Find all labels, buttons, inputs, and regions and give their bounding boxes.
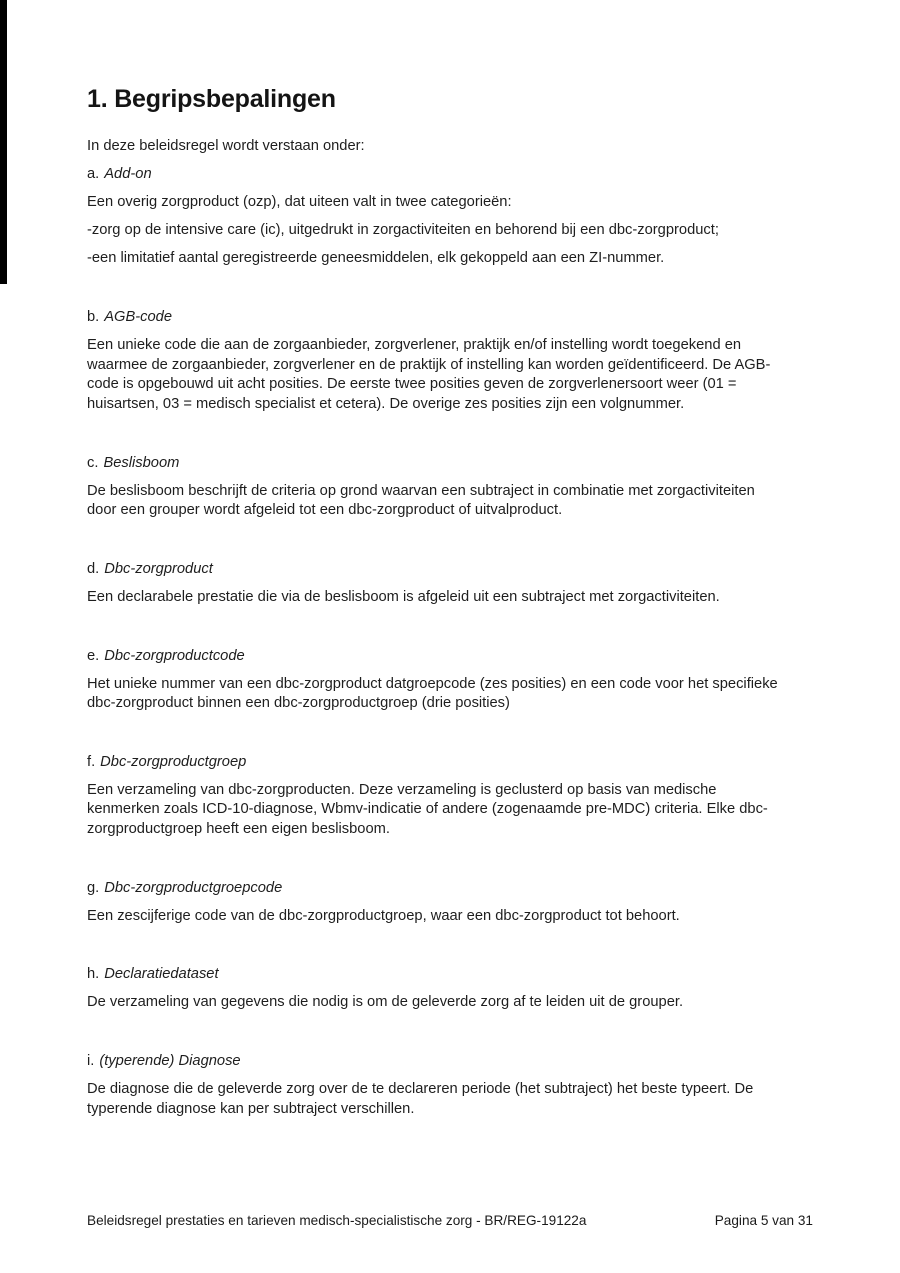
definition-body-line: typerende diagnose kan per subtraject verschillen. [87,1100,415,1117]
definition-term-text: (typerende) Diagnose [99,1053,241,1070]
definition-term-text: AGB-code [104,309,173,326]
scan-edge-bar [0,0,7,284]
page-content [87,0,814,1119]
definition-term [87,879,814,899]
definition-paragraph [87,781,814,840]
definition-paragraph [87,993,814,1013]
definition-body-line: Een overig zorgproduct (ozp), dat uiteen valt in twee categorieën: [87,193,512,210]
definition-letter: g. [87,879,100,896]
definition-body-line: De beslisboom beschrijft de criteria op grond waarvan een subtraject in combinatie met zorgactiviteiten [87,482,755,499]
definition-term [87,454,814,474]
definition-letter: b. [87,309,100,326]
definition-letter: h. [87,966,100,983]
definition-term [87,965,814,985]
definition-term [87,753,814,773]
definition-body-line: kenmerken zoals ICD-10-diagnose, Wbmv-indicatie of andere (zogenaamde pre-MDC) criteria. Elke dbc- [87,801,768,818]
definition-term [87,308,814,328]
definition-term [87,1052,814,1072]
definition-paragraph [87,907,814,927]
definition-letter: a. [87,165,100,182]
footer-document-title: Beleidsregel prestaties en tarieven medisch-specialistische zorg - BR/REG-19122a [87,1213,587,1228]
definition-paragraph [87,221,814,241]
definition-term-text: Add-on [104,165,152,182]
definition-item-h [87,965,814,1013]
definition-paragraph [87,482,814,521]
definition-letter: d. [87,560,100,577]
definition-body-line: Een declarabele prestatie die via de beslisboom is afgeleid uit een subtraject met zorgactiviteiten. [87,588,720,605]
definition-item-c [87,454,814,521]
definition-item-b [87,308,814,414]
definition-body-line: Een unieke code die aan de zorgaanbieder, zorgverlener, praktijk en/of instelling wordt toegekend en [87,337,742,354]
footer-page-number: Pagina 5 van 31 [714,1213,813,1228]
definition-body-line: -een limitatief aantal geregistreerde geneesmiddelen, elk gekoppeld aan een ZI-nummer. [87,250,665,267]
definition-item-a [87,165,814,269]
definition-paragraph [87,193,814,213]
definition-term [87,647,814,667]
definition-paragraph [87,1080,814,1119]
definition-body-line: Een zescijferige code van de dbc-zorgproductgroep, waar een dbc-zorgproduct tot behoort. [87,907,680,924]
definition-body-line: -zorg op de intensive care (ic), uitgedrukt in zorgactiviteiten en behorend bij een dbc-zorgproduct; [87,222,719,239]
definition-term-text: Declaratiedataset [104,966,219,983]
definition-term-text: Dbc-zorgproductcode [104,647,245,664]
definition-body-line: zorgproductgroep heeft een eigen beslisboom. [87,821,390,838]
intro-text: In deze beleidsregel wordt verstaan onder: [87,138,365,154]
definition-paragraph [87,249,814,269]
definition-term-text: Beslisboom [103,454,180,471]
definition-body-line: code is opgebouwd uit acht posities. De eerste twee posities geven de zorgverlenersoort weer (01 = [87,376,737,393]
definition-body-line: De diagnose die de geleverde zorg over de te declareren periode (het subtraject) het beste typeert. De [87,1081,754,1098]
definition-letter: c. [87,454,99,471]
definition-term-text: Dbc-zorgproductgroep [100,753,247,770]
definition-body-line: door een grouper wordt afgeleid tot een dbc-zorgproduct of uitvalproduct. [87,502,563,519]
definition-body-line: waarmee de zorgaanbieder, zorgverlener en de praktijk of instelling kan worden geïdentificeerd. De AGB- [87,356,771,373]
definition-item-d [87,560,814,608]
page-footer [87,1212,813,1230]
definition-body-line: huisartsen, 03 = medisch specialist et cetera). De overige zes posities zijn een volgnummer. [87,395,685,412]
definition-item-f [87,753,814,840]
definition-term-text: Dbc-zorgproductgroepcode [104,879,283,896]
definition-letter: i. [87,1053,95,1070]
definition-item-i [87,1052,814,1119]
definition-term-text: Dbc-zorgproduct [104,560,213,577]
definition-body-line: De verzameling van gegevens die nodig is om de geleverde zorg af te leiden uit de grouper. [87,994,684,1011]
definition-letter: f. [87,753,96,770]
definition-paragraph [87,588,814,608]
definition-body-line: Een verzameling van dbc-zorgproducten. Deze verzameling is geclusterd op basis van medische [87,781,717,798]
definition-item-g [87,879,814,927]
definition-body-line: dbc-zorgproduct binnen een dbc-zorgproductgroep (drie posities) [87,695,510,712]
definition-term [87,165,814,185]
definition-paragraph [87,675,814,714]
definition-letter: e. [87,647,100,664]
definition-paragraph [87,336,814,414]
section-heading: 1. Begripsbepalingen [87,85,336,113]
definition-item-e [87,647,814,714]
definition-body-line: Het unieke nummer van een dbc-zorgproduct datgroepcode (zes posities) en een code voor het specifieke [87,675,778,692]
definition-term [87,560,814,580]
